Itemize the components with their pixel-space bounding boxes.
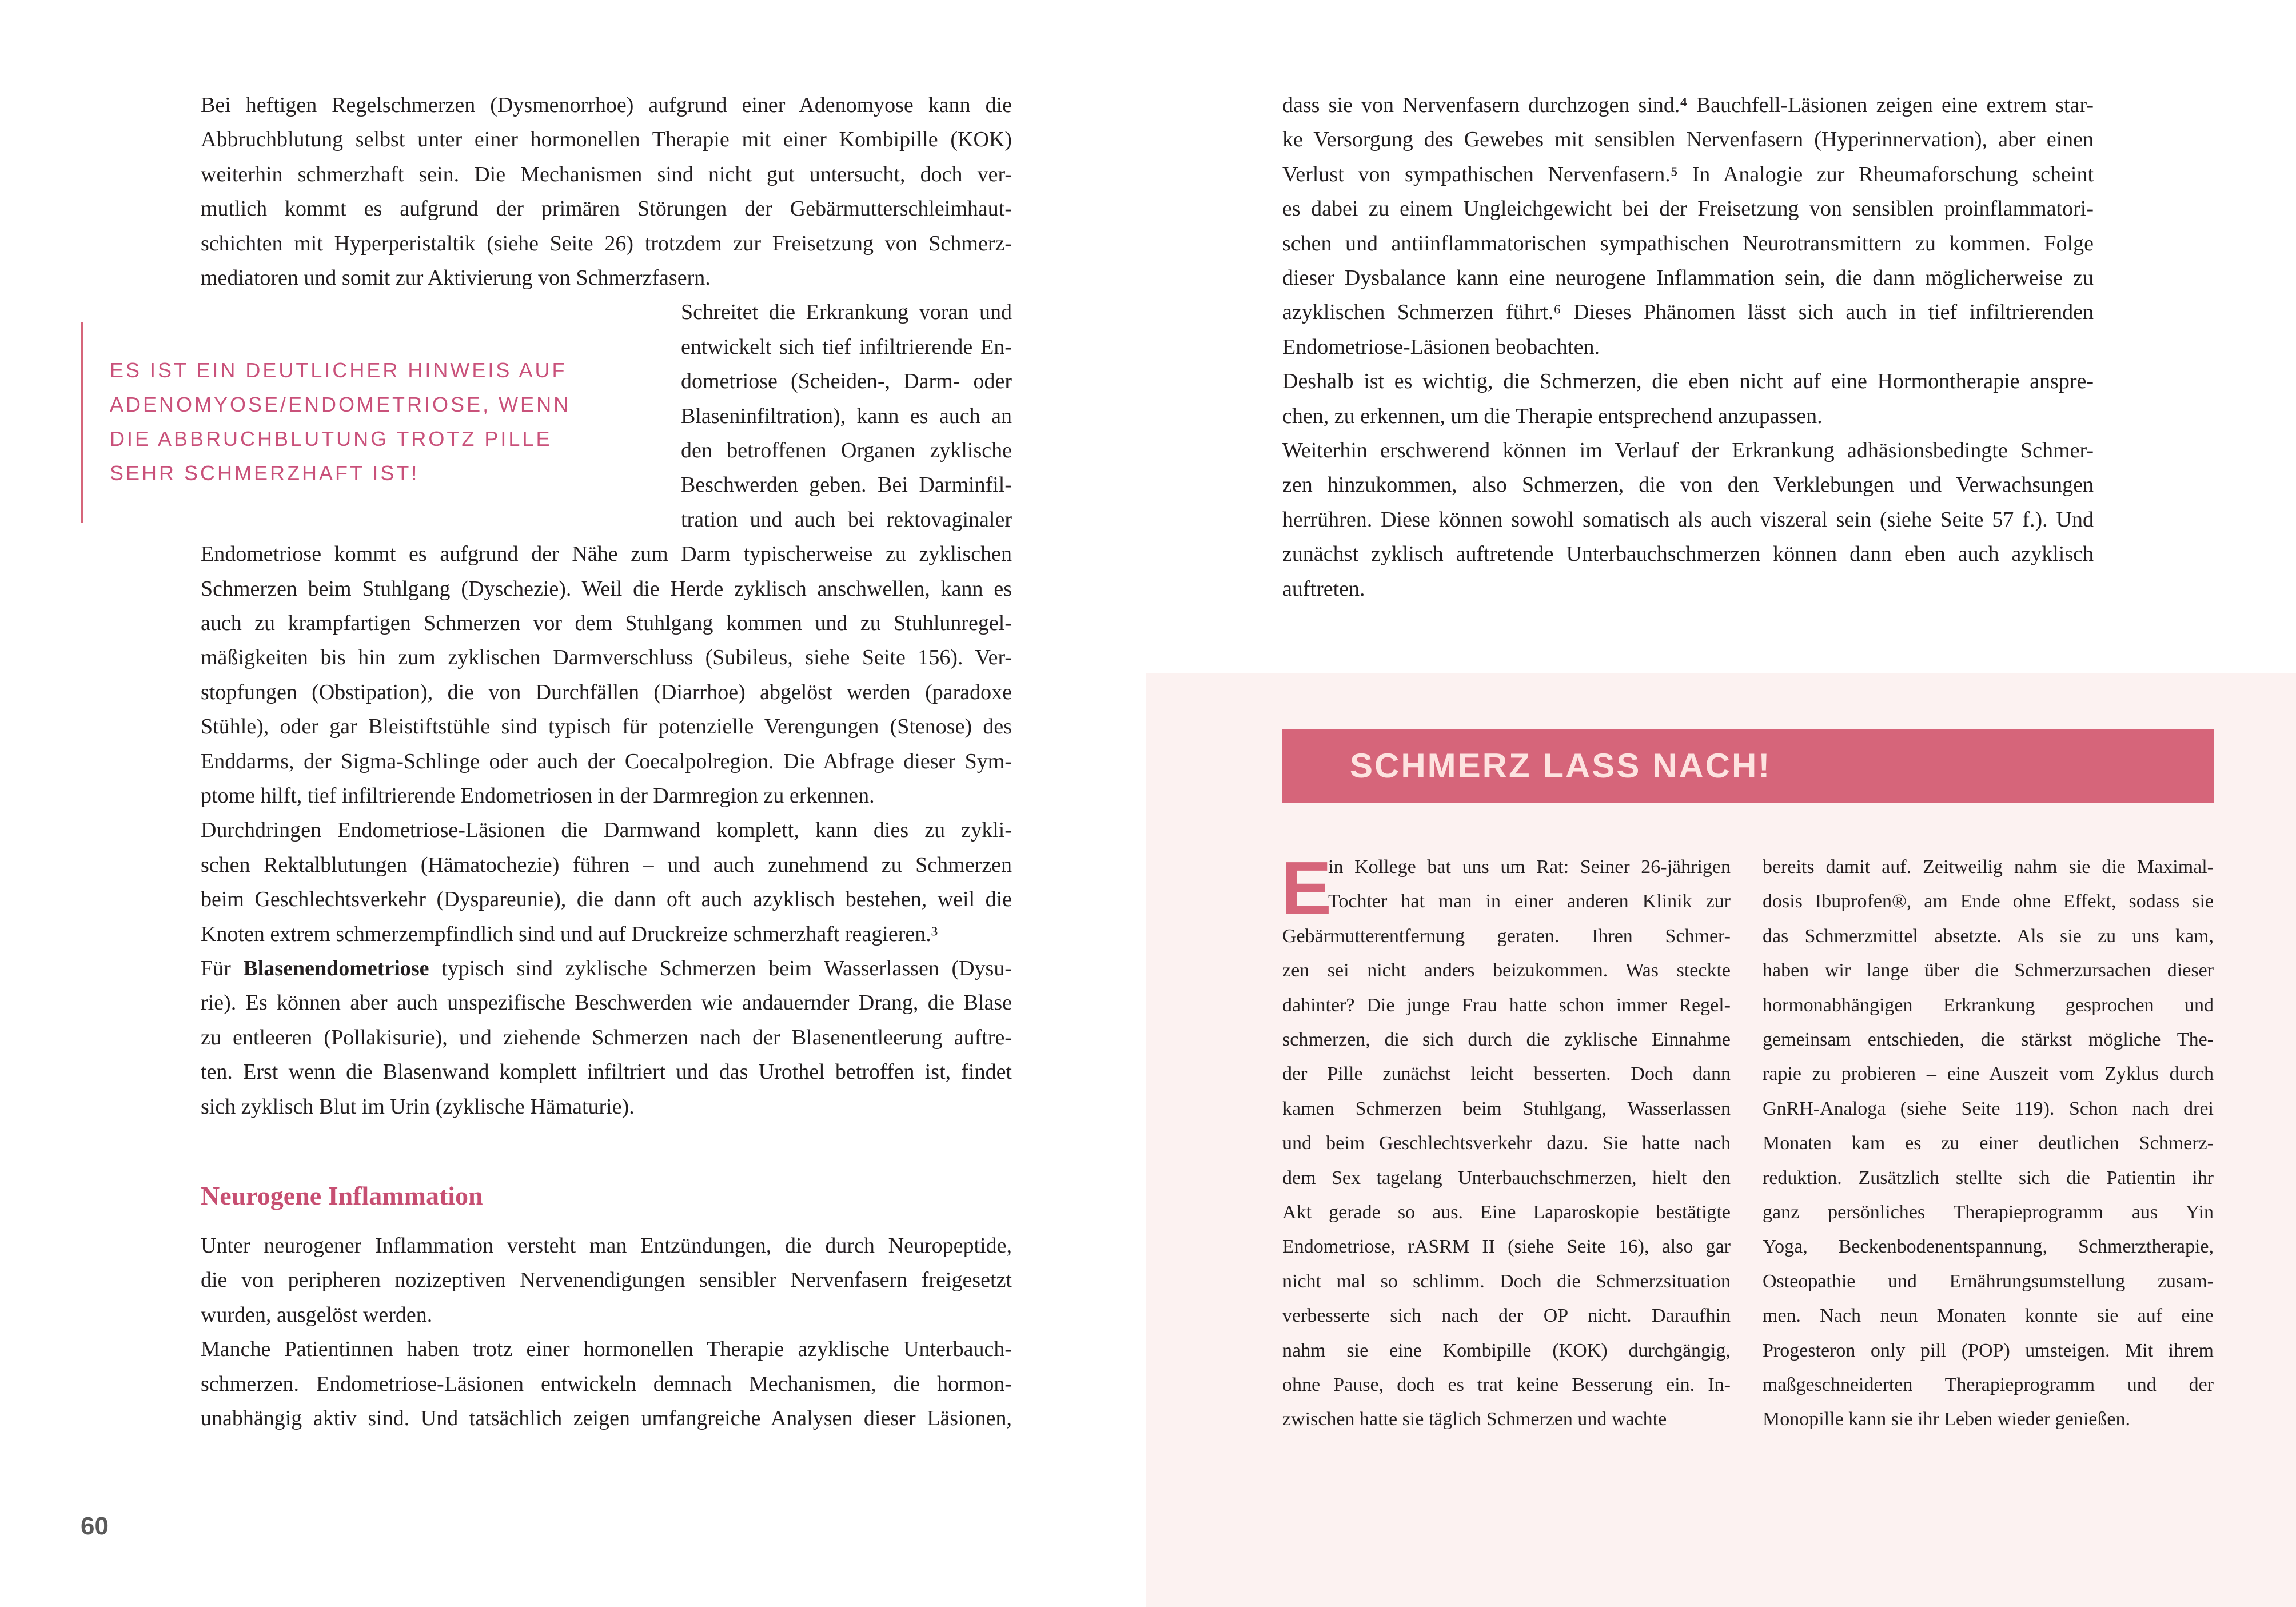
text-line: GnRH-Analoga (siehe Seite 119). Schon nach drei (1763, 1098, 2214, 1119)
text-line: Osteopathie und Ernährungsumstellung zusam- (1763, 1270, 2214, 1292)
text-line: die von peripheren nozizeptiven Nervenendigungen sensibler Nervenfasern freigesetzt (201, 1268, 1012, 1293)
text-line: Schreitet die Erkrankung voran und (681, 300, 1012, 325)
text-line: verbesserte sich nach der OP nicht. Daraufhin (1282, 1305, 1731, 1327)
pull-quote-line: ADENOMYOSE/ENDOMETRIOSE, WENN (110, 393, 571, 416)
text-line: Akt gerade so aus. Eine Laparoskopie bestätigte (1282, 1202, 1731, 1223)
text-line: den betroffenen Organen zyklische (681, 438, 1012, 462)
text-line: Beschwerden geben. Bei Darminfil- (681, 473, 1012, 497)
text-line: reduktion. Zusätzlich stellte sich die Patientin ihr (1763, 1167, 2214, 1189)
text-line: rapie zu probieren – eine Auszeit vom Zyklus durch (1763, 1063, 2214, 1085)
text-line: das Schmerzmittel absetzte. Als sie zu uns kam, (1763, 925, 2214, 947)
text-line: nahm sie eine Kombipille (KOK) durchgängig, (1282, 1339, 1731, 1361)
text-line: kamen Schmerzen beim Stuhlgang, Wasserlassen (1282, 1098, 1731, 1119)
pull-quote-bar (81, 322, 83, 523)
text-line: in Kollege bat uns um Rat: Seiner 26-jährigen (1328, 856, 1731, 878)
text-line: gemeinsam entschieden, die stärkst mögliche The- (1763, 1029, 2214, 1050)
text-line: haben wir lange über die Schmerzursachen dieser (1763, 960, 2214, 982)
text-line: dass sie von Nervenfasern durchzogen sind.⁴ Bauchfell-Läsionen zeigen eine extrem star- (1282, 93, 2094, 117)
text-line: mäßigkeiten bis hin zum zyklischen Darmverschluss (Subileus, siehe Seite 156). Ver- (201, 645, 1012, 670)
pull-quote-line: DIE ABBRUCHBLUTUNG TROTZ PILLE (110, 427, 552, 450)
text-line: ptome hilft, tief infiltrierende Endometriosen in der Darmregion zu erkennen. (201, 784, 875, 808)
bold-term: Blasenendometriose (243, 956, 429, 980)
text-line: dem Sex tagelang Unterbauchschmerzen, hielt den (1282, 1167, 1731, 1189)
text-line: Stühle), oder gar Bleistiftstühle sind typisch für potenzielle Verengungen (Stenose) des (201, 715, 1012, 739)
text-line: Deshalb ist es wichtig, die Schmerzen, die eben nicht auf eine Hormontherapie anspre- (1282, 369, 2094, 394)
text-line: ten. Erst wenn die Blasenwand komplett infiltriert und das Urothel betroffen ist, findet (201, 1060, 1012, 1084)
text-line: Monaten kam es zu einer deutlichen Schmerz- (1763, 1133, 2214, 1154)
text-line: Blaseninfiltration), kann es auch an (681, 404, 1012, 428)
text-line: Tochter hat man in einer anderen Klinik zur (1328, 891, 1731, 912)
case-study-title: SCHMERZ LASS NACH! (1350, 747, 1772, 785)
text-line: ke Versorgung des Gewebes mit sensiblen Nervenfasern (Hyperinnervation), aber einen (1282, 127, 2094, 152)
text-line: ganz persönliches Therapieprogramm aus Yin (1763, 1202, 2214, 1223)
text-line: Gebärmutterentfernung geraten. Ihren Schmer- (1282, 925, 1731, 947)
text-line: dosis Ibuprofen®, am Ende ohne Effekt, sodass sie (1763, 891, 2214, 912)
text-line: schmerzen, die sich durch die zyklische Einnahme (1282, 1029, 1731, 1050)
page-number: 60 (81, 1512, 109, 1540)
text-line: Weiterhin erschwerend können im Verlauf der Erkrankung adhäsionsbedingte Schmer- (1282, 438, 2094, 462)
text-line: Manche Patientinnen haben trotz einer hormonellen Therapie azyklische Unterbauch- (201, 1337, 1012, 1362)
text-line: Durchdringen Endometriose-Läsionen die Darmwand komplett, kann dies zu zykli- (201, 818, 1012, 843)
drop-cap: E (1281, 846, 1332, 930)
text-line: maßgeschneiderten Therapieprogramm und der (1763, 1374, 2214, 1395)
text-line: tration und auch bei rektovaginaler (681, 507, 1012, 532)
pull-quote-line: SEHR SCHMERZHAFT IST! (110, 461, 420, 485)
text-line: ohne Pause, doch es trat keine Besserung ein. In- (1282, 1374, 1731, 1395)
text-line: Monopille kann sie ihr Leben wieder genießen. (1763, 1409, 2130, 1430)
text-line: dahinter? Die junge Frau hatte schon immer Regel- (1282, 994, 1731, 1016)
case-study-banner (1282, 729, 2214, 803)
text-line: chen, zu erkennen, um die Therapie entsprechend anzupassen. (1282, 404, 1823, 428)
text-line: Verlust von sympathischen Nervenfasern.⁵ In Analogie zur Rheumaforschung scheint (1282, 162, 2094, 186)
text-line: bereits damit auf. Zeitweilig nahm sie die Maximal- (1763, 856, 2214, 878)
text-line: zwischen hatte sie täglich Schmerzen und wachte (1282, 1409, 1667, 1430)
text-line: schen Rektalblutungen (Hämatochezie) führen – und auch zunehmend zu Schmerzen (201, 852, 1012, 877)
text-line: schichten mit Hyperperistaltik (siehe Seite 26) trotzdem zur Freisetzung von Schmerz- (201, 231, 1012, 256)
text-line: azyklischen Schmerzen führt.⁶ Dieses Phänomen lässt sich auch in tief infiltrierenden (1282, 300, 2094, 325)
text-line: mediatoren und somit zur Aktivierung von Schmerzfasern. (201, 266, 711, 290)
text-line: der Pille zunächst leicht besserten. Doch dann (1282, 1063, 1731, 1085)
text-line: unabhängig aktiv sind. Und tatsächlich zeigen umfangreiche Analysen dieser Läsionen, (201, 1406, 1012, 1430)
text-line: weiterhin schmerzhaft sein. Die Mechanismen sind nicht gut untersucht, doch ver- (201, 162, 1012, 186)
text-line: Endometriose kommt es aufgrund der Nähe zum Darm typischerweise zu zyklischen (201, 542, 1012, 567)
text-segment: typisch sind zyklische Schmerzen beim Wasserlassen (Dysu- (429, 956, 1012, 980)
text-line: Endometriose, rASRM II (siehe Seite 16), also gar (1282, 1236, 1731, 1258)
text-line: herrühren. Diese können sowohl somatisch als auch viszeral sein (siehe Seite 57 f.). Und (1282, 507, 2094, 532)
text-line: dieser Dysbalance kann eine neurogene Inflammation sein, die dann möglicherweise zu (1282, 266, 2094, 290)
text-line: Enddarms, der Sigma-Schlinge oder auch der Coecalpolregion. Die Abfrage dieser Sym- (201, 749, 1012, 773)
text-line: hormonabhängigen Erkrankung gesprochen und (1763, 994, 2214, 1016)
text-segment: Für (201, 956, 244, 980)
text-line: stopfungen (Obstipation), die von Durchfällen (Diarrhoe) abgelöst werden (paradoxe (201, 680, 1012, 704)
text-line: und beim Geschlechtsverkehr dazu. Sie hatte nach (1282, 1133, 1731, 1154)
text-line: schen und antiinflammatorischen sympathischen Neurotransmittern zu kommen. Folge (1282, 231, 2094, 256)
text-line: Yoga, Beckenbodenentspannung, Schmerztherapie, (1763, 1236, 2214, 1258)
section-heading: Neurogene Inflammation (201, 1181, 483, 1210)
text-line: auftreten. (1282, 576, 1365, 601)
text-line: Unter neurogener Inflammation versteht man Entzündungen, die durch Neuropeptide, (201, 1234, 1012, 1258)
text-line: Abbruchblutung selbst unter einer hormonellen Therapie mit einer Kombipille (KOK) (201, 127, 1012, 152)
text-line: dometriose (Scheiden-, Darm- oder (681, 369, 1012, 394)
text-line: rie). Es können aber auch unspezifische Beschwerden wie andauernder Drang, die Blase (201, 991, 1012, 1015)
text-line: entwickelt sich tief infiltrierende En- (681, 334, 1012, 359)
text-line: zu entleeren (Pollakisurie), und ziehende Schmerzen nach der Blasenentleerung auftre- (201, 1025, 1012, 1050)
text-line: zunächst zyklisch auftretende Unterbauchschmerzen können dann eben auch azyklisch (1282, 542, 2094, 567)
text-line: wurden, ausgelöst werden. (201, 1302, 433, 1327)
text-line (201, 951, 1012, 986)
text-line: nicht mal so schlimm. Doch die Schmerzsituation (1282, 1270, 1731, 1292)
text-line: Knoten extrem schmerzempfindlich sind und auf Druckreize schmerzhaft reagieren.³ (201, 922, 938, 946)
text-line: men. Nach neun Monaten konnte sie auf eine (1763, 1305, 2214, 1327)
text-line: Progesteron only pill (POP) umsteigen. Mit ihrem (1763, 1339, 2214, 1361)
text-line: zen hinzukommen, also Schmerzen, die von den Verklebungen und Verwachsungen (1282, 473, 2094, 497)
text-line: Schmerzen beim Stuhlgang (Dyschezie). Weil die Herde zyklisch anschwellen, kann es (201, 576, 1012, 601)
text-line: mutlich kommt es aufgrund der primären Störungen der Gebärmutterschleimhaut- (201, 197, 1012, 221)
text-line: Endometriose-Läsionen beobachten. (1282, 334, 1600, 359)
text-line: es dabei zu einem Ungleichgewicht bei der Freisetzung von sensiblen proinflammatori- (1282, 197, 2094, 221)
text-line: sich zyklisch Blut im Urin (zyklische Hämaturie). (201, 1094, 635, 1119)
text-line: beim Geschlechtsverkehr (Dyspareunie), die dann oft auch azyklisch bestehen, weil die (201, 887, 1012, 912)
text-line: zen sei nicht anders beizukommen. Was steckte (1282, 960, 1731, 982)
text-line: auch zu krampfartigen Schmerzen vor dem Stuhlgang kommen und zu Stuhlunregel- (201, 611, 1012, 635)
pull-quote-line: ES IST EIN DEUTLICHER HINWEIS AUF (110, 358, 567, 382)
text-line: schmerzen. Endometriose-Läsionen entwickeln demnach Mechanismen, die hormon- (201, 1371, 1012, 1396)
text-line: Bei heftigen Regelschmerzen (Dysmenorrhoe) aufgrund einer Adenomyose kann die (201, 93, 1012, 117)
